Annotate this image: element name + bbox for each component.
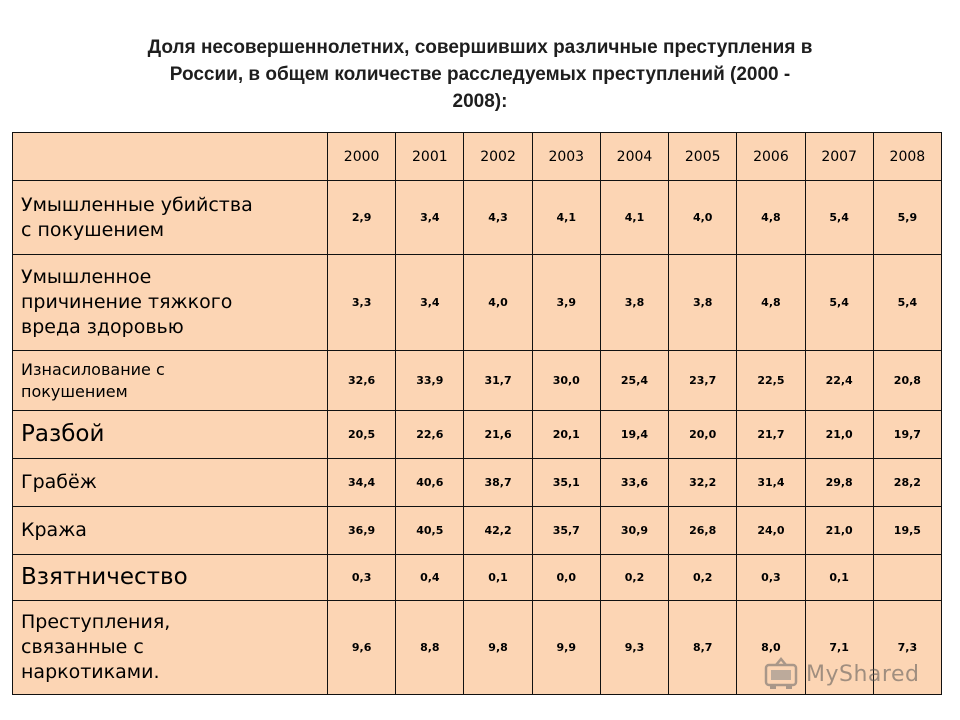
value-cell: 19,7 bbox=[873, 411, 941, 459]
row-label bbox=[13, 411, 328, 459]
value-cell: 31,7 bbox=[464, 351, 532, 411]
value-cell: 20,8 bbox=[873, 351, 941, 411]
value-cell: 32,6 bbox=[328, 351, 396, 411]
row-label-line: наркотиками. bbox=[21, 661, 160, 683]
value-cell: 34,4 bbox=[328, 459, 396, 507]
row-label-line: Преступления, bbox=[21, 611, 171, 633]
value-cell: 20,5 bbox=[328, 411, 396, 459]
row-label-line: Разбой bbox=[21, 421, 105, 447]
value-cell: 4,1 bbox=[600, 181, 668, 255]
value-cell: 38,7 bbox=[464, 459, 532, 507]
value-cell: 4,8 bbox=[737, 181, 805, 255]
row-label-line: покушением bbox=[21, 381, 128, 401]
value-cell: 24,0 bbox=[737, 507, 805, 555]
row-label-line: Грабёж bbox=[21, 471, 97, 493]
value-cell: 21,0 bbox=[805, 411, 873, 459]
table-row bbox=[13, 555, 942, 601]
value-cell: 30,0 bbox=[532, 351, 600, 411]
value-cell: 9,6 bbox=[328, 601, 396, 695]
row-label bbox=[13, 181, 328, 255]
value-cell: 0,1 bbox=[805, 555, 873, 601]
table-row bbox=[13, 255, 942, 351]
value-cell: 4,8 bbox=[737, 255, 805, 351]
value-cell: 42,2 bbox=[464, 507, 532, 555]
value-cell: 0,1 bbox=[464, 555, 532, 601]
value-cell: 3,3 bbox=[328, 255, 396, 351]
row-label-line: вреда здоровью bbox=[21, 316, 184, 338]
value-cell: 32,2 bbox=[669, 459, 737, 507]
value-cell: 22,5 bbox=[737, 351, 805, 411]
value-cell: 3,4 bbox=[396, 181, 464, 255]
value-cell: 0,3 bbox=[737, 555, 805, 601]
value-cell: 4,0 bbox=[669, 181, 737, 255]
table-row bbox=[13, 181, 942, 255]
row-label-line: связанные с bbox=[21, 636, 144, 658]
value-cell: 22,6 bbox=[396, 411, 464, 459]
year-header: 2005 bbox=[669, 133, 737, 181]
value-cell: 4,3 bbox=[464, 181, 532, 255]
value-cell: 0,2 bbox=[669, 555, 737, 601]
value-cell: 28,2 bbox=[873, 459, 941, 507]
mini-screen-icon bbox=[764, 657, 802, 691]
value-cell: 21,0 bbox=[805, 507, 873, 555]
row-label bbox=[13, 555, 328, 601]
row-label-line: Кража bbox=[21, 519, 87, 541]
table-row bbox=[13, 507, 942, 555]
value-cell: 8,8 bbox=[396, 601, 464, 695]
value-cell: 22,4 bbox=[805, 351, 873, 411]
value-cell: 23,7 bbox=[669, 351, 737, 411]
row-label bbox=[13, 255, 328, 351]
table-body bbox=[13, 181, 942, 695]
value-cell: 19,5 bbox=[873, 507, 941, 555]
value-cell: 31,4 bbox=[737, 459, 805, 507]
value-cell: 26,8 bbox=[669, 507, 737, 555]
title-line-3: 2008): bbox=[452, 91, 508, 112]
value-cell: 8,0 bbox=[737, 601, 805, 695]
row-label-line: Изнасилование с bbox=[21, 359, 165, 379]
value-cell: 0,4 bbox=[396, 555, 464, 601]
row-label-line: с покушением bbox=[21, 218, 165, 241]
value-cell: 5,4 bbox=[805, 255, 873, 351]
value-cell: 0,2 bbox=[600, 555, 668, 601]
value-cell: 3,4 bbox=[396, 255, 464, 351]
value-cell: 21,7 bbox=[737, 411, 805, 459]
title-line-1: Доля несовершеннолетних, совершивших различные преступления в bbox=[147, 37, 813, 58]
table-row bbox=[13, 459, 942, 507]
value-cell: 33,6 bbox=[600, 459, 668, 507]
row-label bbox=[13, 351, 328, 411]
value-cell: 30,9 bbox=[600, 507, 668, 555]
value-cell: 4,1 bbox=[532, 181, 600, 255]
value-cell: 7,1 bbox=[805, 601, 873, 695]
row-label-line: причинение тяжкого bbox=[21, 291, 233, 313]
value-cell bbox=[873, 555, 941, 601]
value-cell: 35,1 bbox=[532, 459, 600, 507]
row-label-line: Умышленное bbox=[21, 266, 152, 288]
value-cell: 40,5 bbox=[396, 507, 464, 555]
value-cell: 5,9 bbox=[873, 181, 941, 255]
value-cell: 33,9 bbox=[396, 351, 464, 411]
value-cell: 4,0 bbox=[464, 255, 532, 351]
year-header: 2007 bbox=[805, 133, 873, 181]
row-label-line: Взятничество bbox=[21, 564, 188, 590]
value-cell: 9,3 bbox=[600, 601, 668, 695]
value-cell: 8,7 bbox=[669, 601, 737, 695]
value-cell: 20,0 bbox=[669, 411, 737, 459]
year-header: 2003 bbox=[532, 133, 600, 181]
value-cell: 5,4 bbox=[805, 181, 873, 255]
value-cell: 7,3 bbox=[873, 601, 941, 695]
value-cell: 0,0 bbox=[532, 555, 600, 601]
value-cell: 9,9 bbox=[532, 601, 600, 695]
row-label bbox=[13, 507, 328, 555]
year-header: 2000 bbox=[328, 133, 396, 181]
page-title bbox=[60, 34, 900, 115]
value-cell: 0,3 bbox=[328, 555, 396, 601]
value-cell: 3,8 bbox=[600, 255, 668, 351]
title-line-2: России, в общем количестве расследуемых преступлений (2000 - bbox=[169, 64, 791, 85]
year-header: 2008 bbox=[873, 133, 941, 181]
value-cell: 35,7 bbox=[532, 507, 600, 555]
value-cell: 3,9 bbox=[532, 255, 600, 351]
row-label-line: Умышленные убийства bbox=[21, 193, 253, 216]
value-cell: 21,6 bbox=[464, 411, 532, 459]
table-row bbox=[13, 351, 942, 411]
value-cell: 40,6 bbox=[396, 459, 464, 507]
watermark-text: MyShared bbox=[806, 661, 920, 687]
year-header: 2002 bbox=[464, 133, 532, 181]
row-label bbox=[13, 459, 328, 507]
corner-cell bbox=[13, 133, 328, 181]
year-header: 2004 bbox=[600, 133, 668, 181]
value-cell: 29,8 bbox=[805, 459, 873, 507]
watermark bbox=[764, 656, 934, 692]
value-cell: 36,9 bbox=[328, 507, 396, 555]
row-label bbox=[13, 601, 328, 695]
table-row bbox=[13, 411, 942, 459]
crime-share-table bbox=[12, 132, 942, 695]
year-header: 2006 bbox=[737, 133, 805, 181]
value-cell: 20,1 bbox=[532, 411, 600, 459]
value-cell: 9,8 bbox=[464, 601, 532, 695]
header-row bbox=[13, 133, 942, 181]
value-cell: 2,9 bbox=[328, 181, 396, 255]
value-cell: 3,8 bbox=[669, 255, 737, 351]
year-header: 2001 bbox=[396, 133, 464, 181]
value-cell: 25,4 bbox=[600, 351, 668, 411]
value-cell: 19,4 bbox=[600, 411, 668, 459]
value-cell: 5,4 bbox=[873, 255, 941, 351]
